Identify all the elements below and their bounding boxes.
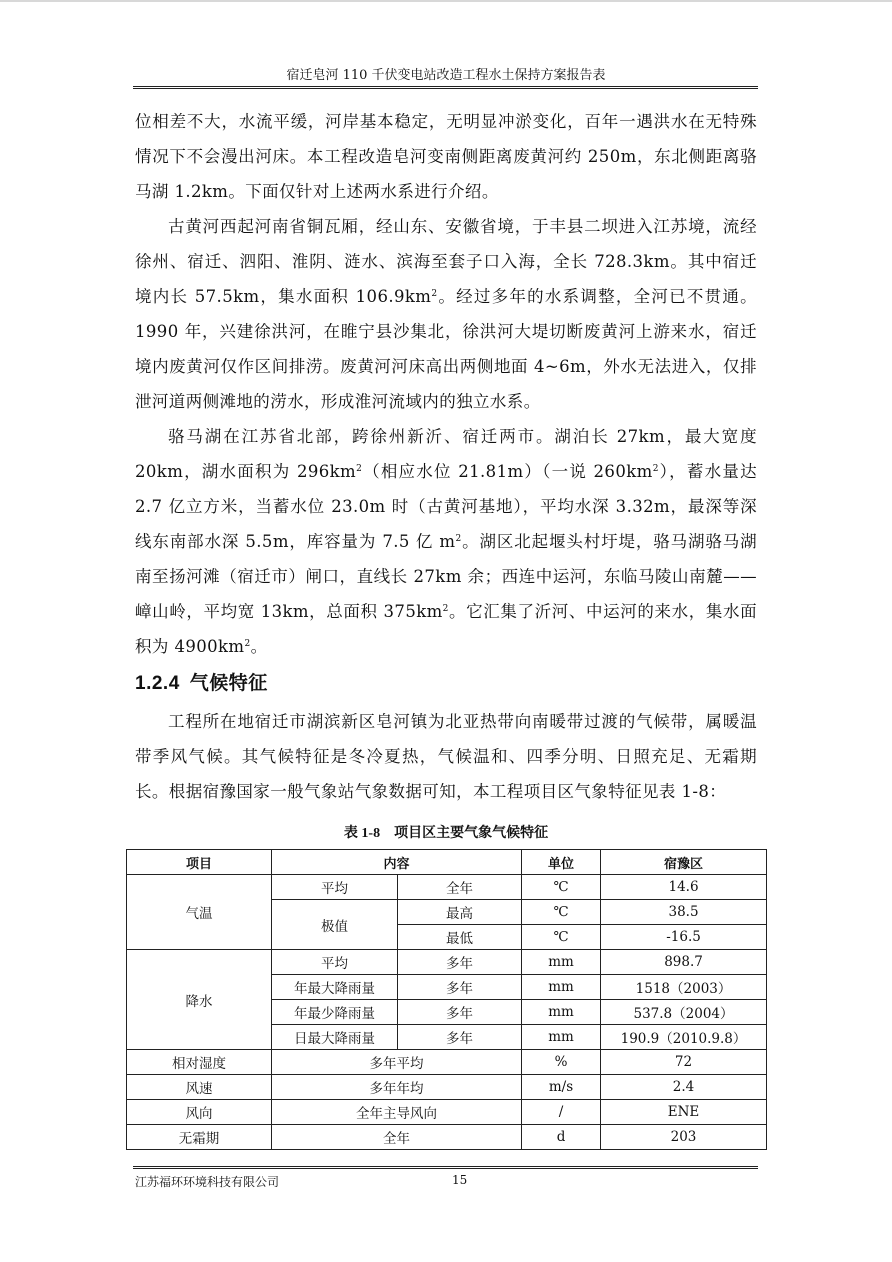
table-number: 表 1-8 [343,826,381,841]
section-title: 气候特征 [189,672,268,694]
temp-min-unit: ℃ [522,925,601,950]
precip-name: 平均 [272,950,398,975]
other-unit: m/s [522,1075,601,1100]
section-heading [135,668,268,695]
header-item: 项目 [127,850,272,875]
other-unit: d [522,1125,601,1150]
temp-avg: 平均 [272,875,398,900]
precip-unit: mm [522,950,601,975]
other-content: 全年主导风向 [272,1100,522,1125]
precip-period: 多年 [398,1025,522,1050]
body-text-lower [135,704,757,809]
table-caption [0,822,892,842]
temp-avg-unit: ℃ [522,875,601,900]
other-value: ENE [601,1100,767,1125]
temp-extreme: 极值 [272,900,398,950]
section-number: 1.2.4 [135,673,180,694]
table-row [127,875,767,900]
paragraph-3: 骆马湖在江苏省北部，跨徐州新沂、宿迁两市。湖泊长 27km，最大宽度 20km，湖水面积为 $296km^2$（相应水位 21.81m）（一说 $260km^2$），蓄水量达 2.7 亿立方米，当蓄水位 23.0m 时（古黄河基地），平均水深 3.32m，最深等深线东南部水深 5.5m，库容量为 7.5 亿 $m^2$。湖区北起堰头村圩堤，骆马湖骆马湖南至扬河滩（宿迁市）闸口，直线长 27km 余；西连中运河，东临马陵山南麓——嶂山岭，平均宽 13km，总面积 $375km^2$。它汇集了沂河、中运河的来水，集水面积为 $4900km^2$。 [135,427,757,656]
footer-company: 江苏福环环境科技有限公司 [135,1175,280,1189]
other-label: 无霜期 [127,1125,272,1150]
precip-unit: mm [522,1000,601,1025]
temp-max-value: 38.5 [601,900,767,925]
precip-value: 1518（2003） [601,975,767,1000]
header-region: 宿豫区 [601,850,767,875]
precip-period: 多年 [398,975,522,1000]
temp-min-value: -16.5 [601,925,767,950]
footer-rule [133,1166,758,1169]
header-unit: 单位 [522,850,601,875]
other-label: 风速 [127,1075,272,1100]
other-unit: / [522,1100,601,1125]
paragraph-1: 位相差不大，水流平缓，河岸基本稳定，无明显冲淤变化，百年一遇洪水在无特殊情况下不会漫出河床。本工程改造皂河变南侧距离废黄河约 250m，东北侧距离骆马湖 1.2km。下面仅针对上述两水系进行介绍。 [135,112,757,201]
other-content: 多年年均 [272,1075,522,1100]
other-value: 203 [601,1125,767,1150]
table-row [127,1100,767,1125]
temp-max: 最高 [398,900,522,925]
temp-max-unit: ℃ [522,900,601,925]
precip-name: 日最大降雨量 [272,1025,398,1050]
header-content: 内容 [272,850,522,875]
other-value: 72 [601,1050,767,1075]
paragraph-2: 古黄河西起河南省铜瓦厢，经山东、安徽省境，于丰县二坝进入江苏境，流经徐州、宿迁、泗阳、淮阴、涟水、滨海至套子口入海，全长 728.3km。其中宿迁境内长 57.5km，集水面积 $106.9km^2$。经过多年的水系调整，全河已不贯通。1990 年，兴建徐洪河，在睢宁县沙集北，徐洪河大堤切断废黄河上游来水，宿迁境内废黄河仅作区间排涝。废黄河河床高出两侧地面 4~6m，外水无法进入，仅排泄河道两侧滩地的涝水，形成淮河流域内的独立水系。 [135,217,758,411]
page-header-title: 宿迁皂河 110 千伏变电站改造工程水土保持方案报告表 [286,68,606,83]
precip-unit: mm [522,975,601,1000]
precip-period: 多年 [398,950,522,975]
other-label: 相对湿度 [127,1050,272,1075]
temp-avg-period: 全年 [398,875,522,900]
table-caption-text: 项目区主要气象气候特征 [394,825,549,841]
page-number: 15 [452,1173,468,1187]
other-unit: % [522,1050,601,1075]
table-row [127,1050,767,1075]
precip-label: 降水 [127,950,272,1050]
table-row [127,1125,767,1150]
climate-table [126,849,767,1150]
temp-avg-value: 14.6 [601,875,767,900]
precip-value: 190.9（2010.9.8） [601,1025,767,1050]
table-row [127,1075,767,1100]
body-text-upper [135,104,757,664]
table-header-row [127,850,767,875]
other-content: 全年 [272,1125,522,1150]
precip-name: 年最少降雨量 [272,1000,398,1025]
other-value: 2.4 [601,1075,767,1100]
table-row [127,950,767,975]
paragraph-4: 工程所在地宿迁市湖滨新区皂河镇为北亚热带向南暖带过渡的气候带，属暖温带季风气候。其气候特征是冬冷夏热，气候温和、四季分明、日照充足、无霜期长。根据宿豫国家一般气象站气象数据可知，本工程项目区气象特征见表 1-8： [135,712,757,801]
other-label: 风向 [127,1100,272,1125]
temp-label: 气温 [127,875,272,950]
precip-value: 898.7 [601,950,767,975]
precip-unit: mm [522,1025,601,1050]
other-content: 多年平均 [272,1050,522,1075]
temp-min: 最低 [398,925,522,950]
precip-period: 多年 [398,1000,522,1025]
precip-name: 年最大降雨量 [272,975,398,1000]
precip-value: 537.8（2004） [601,1000,767,1025]
header-rule [133,86,758,89]
page-top-edge [0,0,892,2]
